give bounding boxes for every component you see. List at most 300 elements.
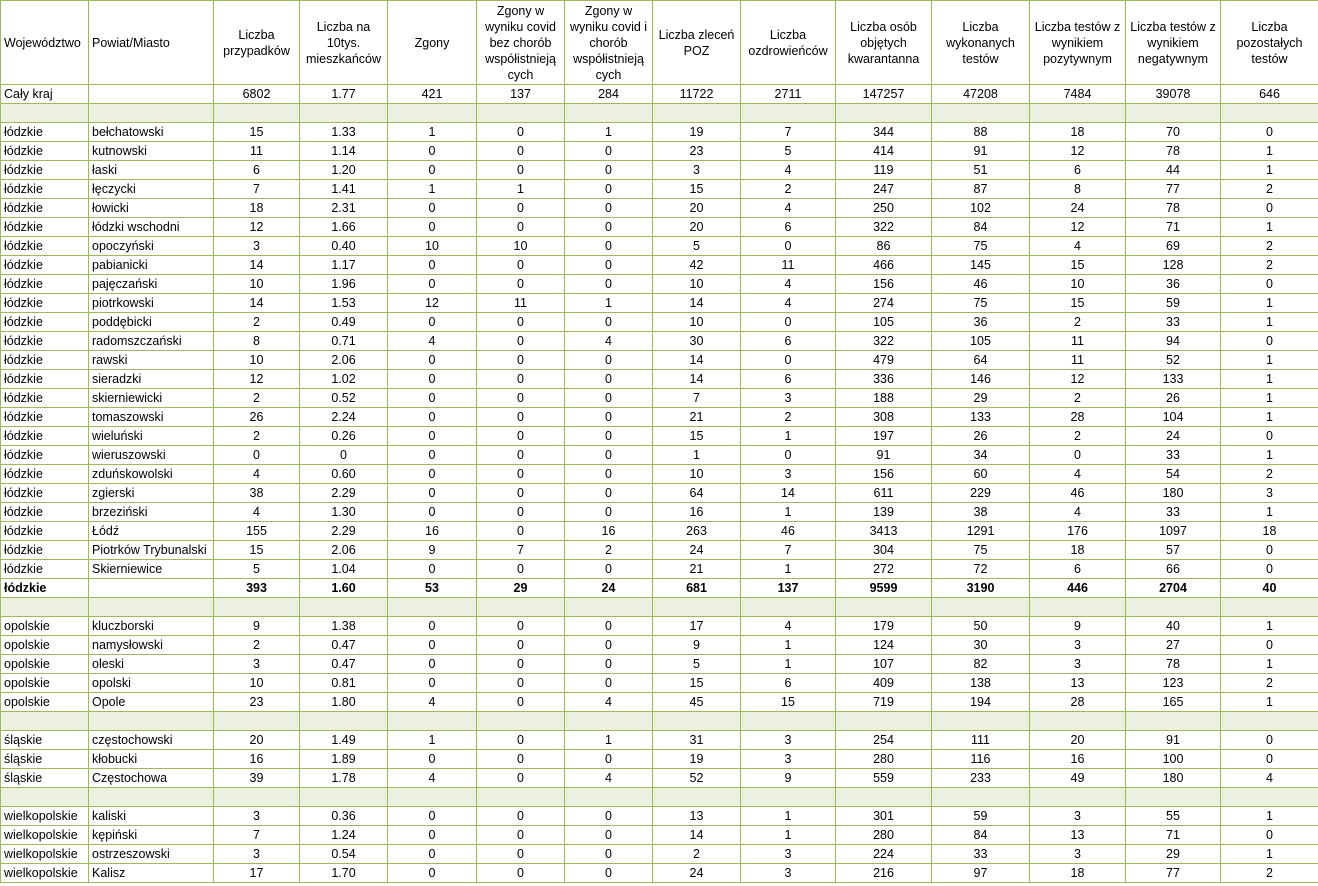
voivodeship-cell: łódzkie	[1, 218, 89, 237]
value-cell: 57	[1126, 541, 1221, 560]
county-cell: radomszczański	[89, 332, 214, 351]
county-cell: bełchatowski	[89, 123, 214, 142]
value-cell: 0	[214, 446, 300, 465]
value-cell: 145	[932, 256, 1030, 275]
value-cell: 16	[653, 503, 741, 522]
value-cell: 3	[1030, 807, 1126, 826]
value-cell: 139	[836, 503, 932, 522]
county-cell: namysłowski	[89, 636, 214, 655]
value-cell: 30	[932, 636, 1030, 655]
value-cell: 1	[1221, 693, 1318, 712]
value-cell: 23	[653, 142, 741, 161]
value-cell: 466	[836, 256, 932, 275]
value-cell: 0	[477, 807, 565, 826]
voivodeship-cell: opolskie	[1, 693, 89, 712]
value-cell: 2	[1221, 237, 1318, 256]
voivodeship-cell: łódzkie	[1, 579, 89, 598]
value-cell: 17	[653, 617, 741, 636]
value-cell: 6	[1030, 560, 1126, 579]
table-row	[1, 332, 1318, 351]
value-cell: 194	[932, 693, 1030, 712]
value-cell: 78	[1126, 655, 1221, 674]
value-cell: 44	[1126, 161, 1221, 180]
value-cell: 0	[1221, 750, 1318, 769]
value-cell: 2	[741, 180, 836, 199]
county-cell: kłobucki	[89, 750, 214, 769]
value-cell: 0	[565, 465, 653, 484]
value-cell: 3	[741, 465, 836, 484]
value-cell: 29	[477, 579, 565, 598]
voivodeship-cell: wielkopolskie	[1, 864, 89, 883]
empty-cell	[300, 788, 388, 807]
table-row	[1, 484, 1318, 503]
value-cell: 6	[1030, 161, 1126, 180]
value-cell: 45	[653, 693, 741, 712]
empty-cell	[565, 788, 653, 807]
value-cell: 0	[565, 503, 653, 522]
empty-cell	[89, 712, 214, 731]
empty-cell	[388, 788, 477, 807]
value-cell: 55	[1126, 807, 1221, 826]
value-cell: 133	[932, 408, 1030, 427]
value-cell: 421	[388, 85, 477, 104]
spacer-row	[1, 788, 1318, 807]
value-cell: 94	[1126, 332, 1221, 351]
empty-cell	[300, 712, 388, 731]
value-cell: 1	[1221, 617, 1318, 636]
value-cell: 0	[565, 142, 653, 161]
value-cell: 3	[1030, 636, 1126, 655]
value-cell: 4	[388, 332, 477, 351]
value-cell: 10	[214, 351, 300, 370]
col-header-testy-wykonane: Liczba wykonanych testów	[932, 1, 1030, 85]
value-cell: 36	[932, 313, 1030, 332]
empty-cell	[477, 598, 565, 617]
value-cell: 274	[836, 294, 932, 313]
value-cell: 5	[653, 237, 741, 256]
value-cell: 0	[477, 161, 565, 180]
value-cell: 36	[1126, 275, 1221, 294]
value-cell: 46	[741, 522, 836, 541]
value-cell: 78	[1126, 142, 1221, 161]
value-cell: 46	[932, 275, 1030, 294]
col-header-kwarantanna: Liczba osób objętych kwarantanna	[836, 1, 932, 85]
value-cell: 12	[388, 294, 477, 313]
value-cell: 0	[477, 731, 565, 750]
voivodeship-cell: łódzkie	[1, 522, 89, 541]
value-cell: 308	[836, 408, 932, 427]
value-cell: 1	[741, 655, 836, 674]
value-cell: 4	[741, 294, 836, 313]
voivodeship-cell: łódzkie	[1, 560, 89, 579]
value-cell: 1	[741, 826, 836, 845]
voivodeship-cell: łódzkie	[1, 446, 89, 465]
value-cell: 4	[1030, 237, 1126, 256]
value-cell: 14	[741, 484, 836, 503]
empty-cell	[477, 104, 565, 123]
value-cell: 6802	[214, 85, 300, 104]
empty-cell	[565, 104, 653, 123]
county-cell: oleski	[89, 655, 214, 674]
value-cell: 0	[565, 275, 653, 294]
value-cell: 263	[653, 522, 741, 541]
value-cell: 0	[477, 503, 565, 522]
value-cell: 39	[214, 769, 300, 788]
value-cell: 3	[214, 237, 300, 256]
value-cell: 66	[1126, 560, 1221, 579]
value-cell: 1	[1221, 370, 1318, 389]
value-cell: 197	[836, 427, 932, 446]
value-cell: 26	[1126, 389, 1221, 408]
value-cell: 107	[836, 655, 932, 674]
value-cell: 1.02	[300, 370, 388, 389]
col-header-liczba-przypadkow: Liczba przypadków	[214, 1, 300, 85]
empty-cell	[565, 598, 653, 617]
value-cell: 0.52	[300, 389, 388, 408]
value-cell: 14	[214, 256, 300, 275]
value-cell: 116	[932, 750, 1030, 769]
voivodeship-cell: łódzkie	[1, 161, 89, 180]
table-row	[1, 826, 1318, 845]
value-cell: 15	[1030, 256, 1126, 275]
col-header-zgony-z-chorobami: Zgony w wyniku covid i chorób współistnieją cych	[565, 1, 653, 85]
empty-cell	[214, 788, 300, 807]
value-cell: 155	[214, 522, 300, 541]
value-cell: 46	[1030, 484, 1126, 503]
value-cell: 0	[388, 465, 477, 484]
value-cell: 15	[214, 123, 300, 142]
table-row	[1, 446, 1318, 465]
county-cell: Opole	[89, 693, 214, 712]
col-header-testy-pozostale: Liczba pozostałych testów	[1221, 1, 1318, 85]
value-cell: 0	[1030, 446, 1126, 465]
empty-cell	[932, 104, 1030, 123]
county-cell: pabianicki	[89, 256, 214, 275]
county-cell: kluczborski	[89, 617, 214, 636]
value-cell: 0	[565, 750, 653, 769]
value-cell: 188	[836, 389, 932, 408]
value-cell: 3190	[932, 579, 1030, 598]
value-cell: 91	[932, 142, 1030, 161]
value-cell: 24	[1030, 199, 1126, 218]
empty-cell	[477, 788, 565, 807]
value-cell: 14	[214, 294, 300, 313]
value-cell: 10	[1030, 275, 1126, 294]
voivodeship-cell: łódzkie	[1, 541, 89, 560]
empty-cell	[477, 712, 565, 731]
voivodeship-cell: łódzkie	[1, 503, 89, 522]
table-row	[1, 123, 1318, 142]
value-cell: 14	[653, 294, 741, 313]
value-cell: 75	[932, 541, 1030, 560]
voivodeship-cell: wielkopolskie	[1, 845, 89, 864]
value-cell: 0	[1221, 731, 1318, 750]
spacer-row	[1, 104, 1318, 123]
value-cell: 1	[1221, 807, 1318, 826]
value-cell: 0	[565, 655, 653, 674]
value-cell: 0	[477, 617, 565, 636]
value-cell: 9	[741, 769, 836, 788]
value-cell: 20	[214, 731, 300, 750]
value-cell: 393	[214, 579, 300, 598]
value-cell: 33	[1126, 503, 1221, 522]
county-cell: łęczycki	[89, 180, 214, 199]
table-row	[1, 731, 1318, 750]
value-cell: 4	[388, 769, 477, 788]
table-row	[1, 161, 1318, 180]
value-cell: 138	[932, 674, 1030, 693]
value-cell: 77	[1126, 864, 1221, 883]
value-cell: 344	[836, 123, 932, 142]
value-cell: 0	[388, 617, 477, 636]
value-cell: 4	[741, 275, 836, 294]
empty-cell	[836, 788, 932, 807]
value-cell: 1	[741, 560, 836, 579]
value-cell: 254	[836, 731, 932, 750]
value-cell: 1	[1221, 845, 1318, 864]
table-row	[1, 275, 1318, 294]
value-cell: 64	[653, 484, 741, 503]
value-cell: 1	[741, 427, 836, 446]
county-cell: Łódź	[89, 522, 214, 541]
value-cell: 18	[214, 199, 300, 218]
table-row	[1, 370, 1318, 389]
value-cell: 1.30	[300, 503, 388, 522]
county-cell: zduńskowolski	[89, 465, 214, 484]
value-cell: 124	[836, 636, 932, 655]
value-cell: 0	[565, 674, 653, 693]
value-cell: 15	[1030, 294, 1126, 313]
value-cell: 250	[836, 199, 932, 218]
empty-cell	[89, 598, 214, 617]
table-row	[1, 617, 1318, 636]
voivodeship-cell: łódzkie	[1, 332, 89, 351]
voivodeship-cell: łódzkie	[1, 313, 89, 332]
value-cell: 11722	[653, 85, 741, 104]
value-cell: 414	[836, 142, 932, 161]
value-cell: 3	[214, 845, 300, 864]
value-cell: 2	[565, 541, 653, 560]
voivodeship-cell: łódzkie	[1, 389, 89, 408]
value-cell: 9	[653, 636, 741, 655]
value-cell: 6	[741, 674, 836, 693]
voivodeship-cell: łódzkie	[1, 123, 89, 142]
value-cell: 0.49	[300, 313, 388, 332]
value-cell: 24	[653, 864, 741, 883]
table-row	[1, 674, 1318, 693]
value-cell: 0	[565, 351, 653, 370]
col-header-wojewodztwo: Województwo	[1, 1, 89, 85]
value-cell: 1.14	[300, 142, 388, 161]
value-cell: 12	[1030, 370, 1126, 389]
value-cell: 51	[932, 161, 1030, 180]
value-cell: 75	[932, 294, 1030, 313]
table-row	[1, 636, 1318, 655]
value-cell: 20	[1030, 731, 1126, 750]
value-cell: 0	[477, 218, 565, 237]
value-cell: 38	[932, 503, 1030, 522]
value-cell: 84	[932, 218, 1030, 237]
value-cell: 284	[565, 85, 653, 104]
county-cell: brzeziński	[89, 503, 214, 522]
value-cell: 0	[388, 370, 477, 389]
value-cell: 16	[565, 522, 653, 541]
value-cell: 0	[477, 275, 565, 294]
county-cell: łowicki	[89, 199, 214, 218]
value-cell: 0	[477, 332, 565, 351]
value-cell: 2	[1221, 180, 1318, 199]
empty-cell	[741, 788, 836, 807]
value-cell: 0	[388, 427, 477, 446]
value-cell: 77	[1126, 180, 1221, 199]
county-cell: sieradzki	[89, 370, 214, 389]
value-cell: 6	[214, 161, 300, 180]
value-cell: 0	[477, 199, 565, 218]
value-cell: 4	[565, 332, 653, 351]
value-cell: 14	[653, 351, 741, 370]
value-cell: 2	[741, 408, 836, 427]
value-cell: 0	[477, 446, 565, 465]
value-cell: 15	[653, 180, 741, 199]
value-cell: 176	[1030, 522, 1126, 541]
value-cell: 7	[741, 123, 836, 142]
value-cell: 0	[565, 237, 653, 256]
value-cell: 0.54	[300, 845, 388, 864]
value-cell: 147257	[836, 85, 932, 104]
value-cell: 6	[741, 370, 836, 389]
empty-cell	[388, 104, 477, 123]
value-cell: 2	[214, 313, 300, 332]
empty-cell	[1126, 712, 1221, 731]
value-cell: 11	[1030, 351, 1126, 370]
value-cell: 13	[1030, 674, 1126, 693]
voivodeship-cell: łódzkie	[1, 408, 89, 427]
value-cell: 10	[653, 465, 741, 484]
value-cell: 0	[477, 370, 565, 389]
voivodeship-cell: łódzkie	[1, 199, 89, 218]
value-cell: 15	[741, 693, 836, 712]
value-cell: 216	[836, 864, 932, 883]
value-cell: 12	[1030, 142, 1126, 161]
value-cell: 64	[932, 351, 1030, 370]
value-cell: 72	[932, 560, 1030, 579]
value-cell: 2	[214, 427, 300, 446]
value-cell: 0	[477, 636, 565, 655]
value-cell: 24	[565, 579, 653, 598]
value-cell: 0	[1221, 123, 1318, 142]
value-cell: 4	[741, 199, 836, 218]
value-cell: 15	[653, 427, 741, 446]
voivodeship-cell: śląskie	[1, 750, 89, 769]
value-cell: 165	[1126, 693, 1221, 712]
value-cell: 0	[388, 807, 477, 826]
value-cell: 40	[1221, 579, 1318, 598]
value-cell: 0	[1221, 275, 1318, 294]
county-cell: zgierski	[89, 484, 214, 503]
value-cell: 100	[1126, 750, 1221, 769]
value-cell: 0	[477, 313, 565, 332]
value-cell: 11	[477, 294, 565, 313]
value-cell: 9	[1030, 617, 1126, 636]
value-cell: 13	[1030, 826, 1126, 845]
value-cell: 1.41	[300, 180, 388, 199]
empty-cell	[1126, 598, 1221, 617]
value-cell: 0	[477, 826, 565, 845]
value-cell: 18	[1030, 123, 1126, 142]
value-cell: 0	[1221, 332, 1318, 351]
value-cell: 1	[1221, 218, 1318, 237]
empty-cell	[653, 598, 741, 617]
empty-cell	[1030, 712, 1126, 731]
voivodeship-cell: łódzkie	[1, 351, 89, 370]
county-cell: rawski	[89, 351, 214, 370]
value-cell: 0	[477, 408, 565, 427]
value-cell: 7	[653, 389, 741, 408]
value-cell: 42	[653, 256, 741, 275]
value-cell: 33	[932, 845, 1030, 864]
value-cell: 301	[836, 807, 932, 826]
value-cell: 1.49	[300, 731, 388, 750]
value-cell: 1.38	[300, 617, 388, 636]
value-cell: 2	[214, 389, 300, 408]
value-cell: 336	[836, 370, 932, 389]
table-row	[1, 465, 1318, 484]
value-cell: 1.53	[300, 294, 388, 313]
value-cell: 479	[836, 351, 932, 370]
empty-cell	[1126, 104, 1221, 123]
value-cell: 10	[477, 237, 565, 256]
value-cell: 0	[388, 313, 477, 332]
value-cell: 1.96	[300, 275, 388, 294]
value-cell: 18	[1030, 541, 1126, 560]
value-cell: 16	[214, 750, 300, 769]
value-cell: 21	[653, 408, 741, 427]
value-cell: 156	[836, 465, 932, 484]
table-row	[1, 389, 1318, 408]
value-cell: 20	[653, 218, 741, 237]
table-row	[1, 180, 1318, 199]
empty-cell	[741, 598, 836, 617]
value-cell: 0	[565, 180, 653, 199]
value-cell: 4	[1030, 465, 1126, 484]
value-cell: 2	[1030, 427, 1126, 446]
county-cell: Skierniewice	[89, 560, 214, 579]
value-cell: 0	[388, 256, 477, 275]
value-cell: 0.47	[300, 636, 388, 655]
value-cell: 3	[741, 864, 836, 883]
value-cell: 23	[214, 693, 300, 712]
table-row	[1, 408, 1318, 427]
empty-cell	[741, 712, 836, 731]
value-cell: 1.04	[300, 560, 388, 579]
value-cell: 0	[565, 484, 653, 503]
value-cell: 180	[1126, 484, 1221, 503]
empty-cell	[1030, 104, 1126, 123]
value-cell: 6	[741, 332, 836, 351]
value-cell: 2	[214, 636, 300, 655]
value-cell: 21	[653, 560, 741, 579]
table-row	[1, 256, 1318, 275]
value-cell: 1	[1221, 313, 1318, 332]
table-row	[1, 503, 1318, 522]
county-cell: łaski	[89, 161, 214, 180]
value-cell: 10	[653, 275, 741, 294]
col-header-zgony: Zgony	[388, 1, 477, 85]
value-cell: 0	[565, 370, 653, 389]
value-cell: 12	[214, 218, 300, 237]
value-cell: 86	[836, 237, 932, 256]
value-cell: 4	[214, 465, 300, 484]
